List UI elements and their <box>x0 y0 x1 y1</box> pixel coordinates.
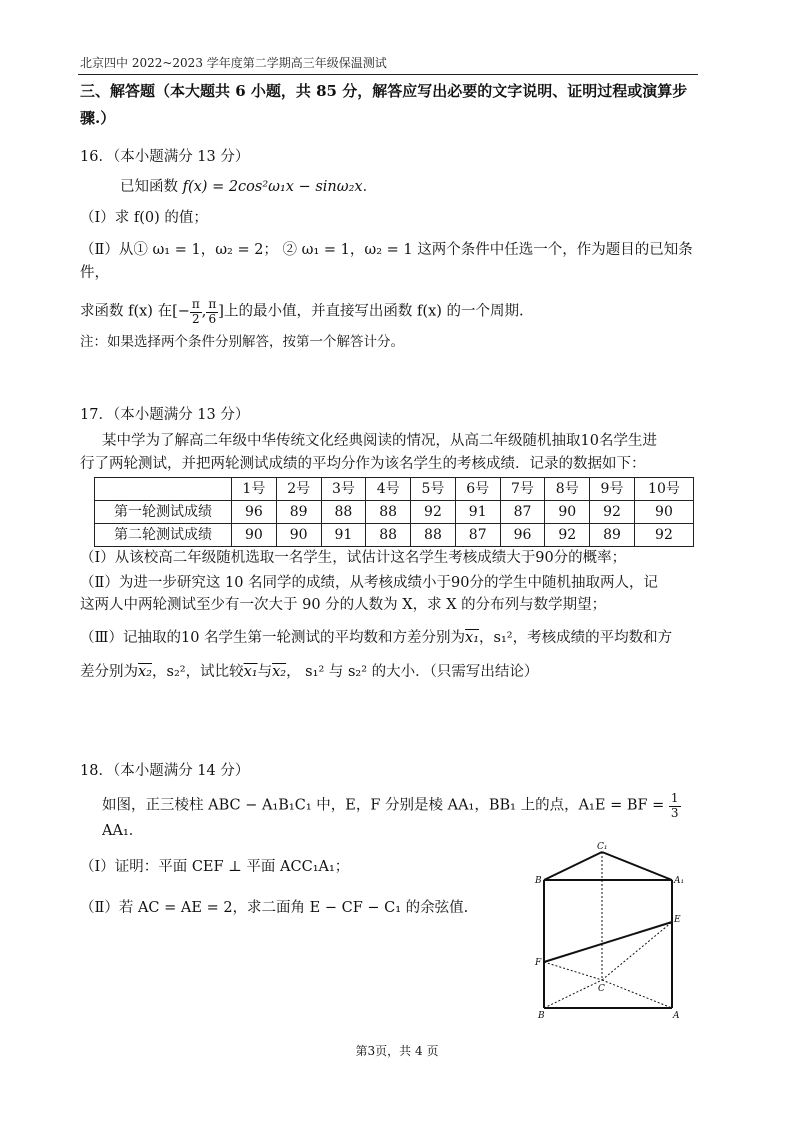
section-title-line1: 三、解答题（本大题共 6 小题，共 85 分，解答应写出必要的文字说明、证明过程或演算步 <box>80 82 688 100</box>
label-b: B <box>538 1011 545 1020</box>
edge-b-c <box>544 980 602 1008</box>
table-cell: 87 <box>455 524 500 547</box>
q17-part3-text-d: ，s₂²，试比较 <box>152 664 244 681</box>
table-header-cell: 4号 <box>366 478 411 501</box>
edge-c-a <box>602 980 672 1008</box>
table-header-cell: 1号 <box>232 478 277 501</box>
table-cell: 91 <box>455 501 500 524</box>
table-cell: 88 <box>366 524 411 547</box>
q17-intro-line2: 行了两轮测试，并把两轮测试成绩的平均分作为该名学生的考核成绩．记录的数据如下： <box>80 455 646 472</box>
q17-part3-text-e: 与 <box>257 664 273 681</box>
table-header-cell: 3号 <box>321 478 366 501</box>
q17-part1: （Ⅰ）从该校高二年级随机选取一名学生，试估计这名学生考核成绩大于90分的概率； <box>80 550 627 567</box>
table-row <box>95 524 694 547</box>
q18-part1: （Ⅰ）证明：平面 CEF ⊥ 平面 ACC₁A₁； <box>80 859 350 876</box>
segment-f-c <box>544 962 602 980</box>
table-cell: 90 <box>232 524 277 547</box>
x2-bar: x₂ <box>138 664 152 681</box>
table-cell: 90 <box>634 501 693 524</box>
q17-part3-line1 <box>80 627 700 649</box>
table-cell: 89 <box>276 501 321 524</box>
table-cell: 92 <box>411 501 456 524</box>
table-header-cell: 7号 <box>500 478 545 501</box>
label-a: A <box>673 1011 680 1020</box>
fraction-pi-over-6 <box>206 298 218 325</box>
q17-part3-text-c: 差分别为 <box>80 664 138 681</box>
q18-heading: 18．（本小题满分 14 分） <box>80 763 250 779</box>
frac-num: 1 <box>670 791 679 806</box>
segment-f-e <box>544 922 672 962</box>
table-header-cell: 8号 <box>545 478 590 501</box>
q16-part2-line2: 求函数 f(x) 在[− $\frac{\pi}{2}$ , $\frac{\pi}{6}$ ]上的最小值，并直接写出函数 f(x) 的一个周期. <box>80 297 524 326</box>
q16-part2-line1: （Ⅱ）从① ω₁ = 1，ω₂ = 2； ② ω₁ = 1，ω₂ = 1 这两个条件中任选一个，作为题目的已知条件， <box>80 242 693 281</box>
fraction-one-third <box>669 792 681 819</box>
q18-intro-end: AA₁． <box>102 822 144 839</box>
section-title-line2: 骤.） <box>80 109 116 128</box>
table-cell: 92 <box>590 501 635 524</box>
q17-part3-line2 <box>80 661 700 683</box>
q18-intro-text: 如图，正三棱柱 ABC − A₁B₁C₁ 中，E，F 分别是棱 AA₁，BB₁ 上的点，A₁E = BF = <box>102 798 669 815</box>
q17-intro-line1: 某中学为了解高二年级中华传统文化经典阅读的情况，从高二年级随机抽取10名学生进 <box>102 433 657 450</box>
section-title <box>80 80 700 131</box>
q16-note: 注：如果选择两个条件分别解答，按第一个解答计分。 <box>80 333 404 350</box>
segment-c-e <box>602 922 672 980</box>
table-header-cell: 9号 <box>590 478 635 501</box>
table-header-row <box>95 478 694 501</box>
table-cell: 90 <box>276 524 321 547</box>
q16-intro <box>80 176 700 198</box>
table-cell: 88 <box>321 501 366 524</box>
table-header-cell: 10号 <box>634 478 693 501</box>
question-16 <box>80 146 700 353</box>
table-cell: 96 <box>232 501 277 524</box>
frac-num: π <box>208 297 217 312</box>
x1-bar: x₁ <box>243 664 258 681</box>
table-cell: 88 <box>366 501 411 524</box>
x2-bar: x₂ <box>272 664 287 681</box>
label-e: E <box>674 915 681 925</box>
label-a1: A₁ <box>674 876 685 886</box>
frac-den: 3 <box>670 805 679 820</box>
q17-heading: 17．（本小题满分 13 分） <box>80 407 250 423</box>
table-cell: 91 <box>321 524 366 547</box>
table-cell: 90 <box>545 501 590 524</box>
question-17 <box>80 404 700 684</box>
table-header-cell: 2号 <box>276 478 321 501</box>
q16-interval-start: 求函数 f(x) 在[− <box>80 304 190 321</box>
table-row-label: 第二轮测试成绩 <box>95 524 232 547</box>
fraction-pi-over-2 <box>190 298 202 325</box>
table-cell: 89 <box>590 524 635 547</box>
q17-part3-text-b: ，s₁²，考核成绩的平均数和方 <box>479 629 673 646</box>
table-cell: 92 <box>545 524 590 547</box>
header-rule <box>78 74 698 75</box>
edge-b1-c1 <box>544 852 602 880</box>
table-row <box>95 501 694 524</box>
table-row-label: 第一轮测试成绩 <box>95 501 232 524</box>
table-corner-cell <box>95 478 232 501</box>
q16-intro-suffix: ． <box>362 179 378 196</box>
edge-c1-a1 <box>602 852 672 880</box>
label-b1: B <box>535 876 542 886</box>
table-header-cell: 5号 <box>411 478 456 501</box>
q16-interval-end: ]上的最小值，并直接写出函数 f(x) 的一个周期. <box>218 304 524 321</box>
table-cell: 92 <box>634 524 693 547</box>
q16-intro-prefix: 已知函数 <box>120 179 183 196</box>
q16-function-formula: f(x) = 2cos²ω₁x − sinω₂x <box>182 179 363 196</box>
q18-part2: （Ⅱ）若 AC = AE = 2，求二面角 E − CF − C₁ 的余弦值. <box>80 899 469 916</box>
table-cell: 96 <box>500 524 545 547</box>
label-f: F <box>535 958 542 968</box>
frac-den: 2 <box>192 311 200 326</box>
page-header: 北京四中 2022~2023 学年度第二学期高三年级保温测试 <box>80 56 387 70</box>
table-cell: 88 <box>411 524 456 547</box>
q17-part3-text-a: （Ⅲ）记抽取的10 名学生第一轮测试的平均数和方差分别为 <box>80 629 466 646</box>
q16-part1: （Ⅰ）求 f(0) 的值； <box>80 209 208 226</box>
x1-bar: x₁ <box>465 629 480 646</box>
q18-intro <box>80 792 700 842</box>
label-c1: C₁ <box>597 842 608 852</box>
q17-part2-line2: 这两人中两轮测试至少有一次大于 90 分的人数为 X，求 X 的分布列与数学期望； <box>80 597 607 614</box>
label-c: C <box>598 984 605 994</box>
page-footer: 第3页，共 4 页 <box>355 1044 439 1058</box>
q17-part2-line1: （Ⅱ）为进一步研究这 10 名同学的成绩，从考核成绩小于90分的学生中随机抽取两人，记 <box>80 574 658 591</box>
frac-num: π <box>191 297 200 312</box>
scores-table <box>94 477 694 547</box>
q16-heading: 16．（本小题满分 13 分） <box>80 149 250 165</box>
prism-figure <box>532 840 692 1020</box>
table-cell: 87 <box>500 501 545 524</box>
table-header-cell: 6号 <box>455 478 500 501</box>
frac-den: 6 <box>208 311 217 326</box>
q17-part3-text-f: ， s₁² 与 s₂² 的大小．（只需写出结论） <box>286 664 539 681</box>
